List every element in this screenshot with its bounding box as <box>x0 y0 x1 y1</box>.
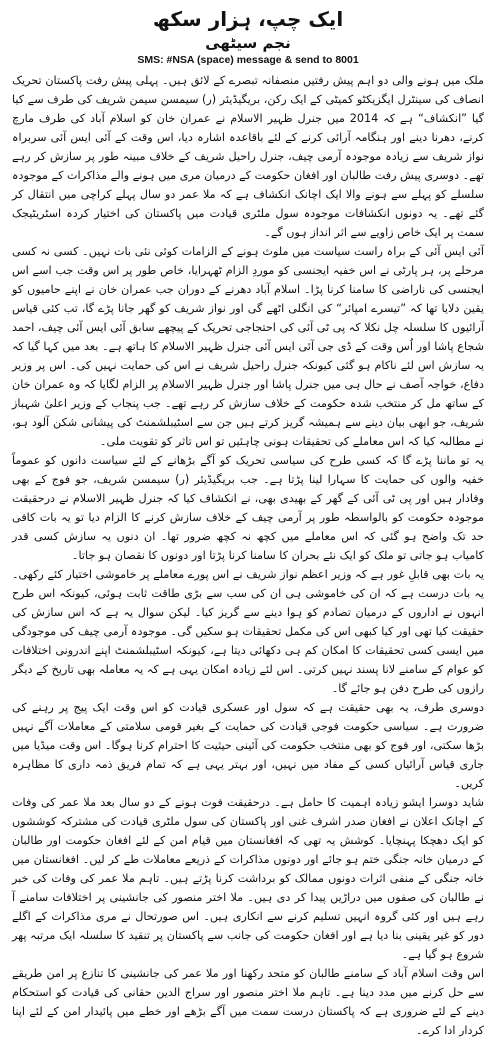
paragraph: یہ بات بھی قابلِ غور ہے کہ وزیر اعظم نواز شریف نے اس پورے معاملے پر خاموشی اختیار کئے رکھی۔ یہ بات درست ہے کہ ان کی خاموشی ہی ان کی سب سے بڑی طاقت ثابت ہوئی، کیونکہ اس طرح انہوں نے اداروں کے درمیان تصادم کو ہوا دینے سے گریز کیا۔ لیکن سوال یہ ہے کہ اس سازش کی حقیقت کیا تھی اور کیا کبھی اس کی مکمل تحقیقات ہو سکیں گی۔ موجودہ آرمی چیف کی موجودگی میں ایسی کسی تحقیقات کا امکان کم ہی دکھائی دیتا ہے، کیونکہ اسٹیبلشمنٹ اپنے اندرونی اختلافات کو عوام کے سامنے لانا پسند نہیں کرتی۔ اس لئے زیادہ امکان یہی ہے کہ یہ معاملہ بھی تاریخ کے دیگر رازوں کی طرح دفن ہو جائے گا۔ <box>12 568 484 695</box>
author-byline: نجم سیٹھی <box>205 34 291 52</box>
paragraph: ملک میں ہونے والی دو اہم پیش رفتیں منصفانہ تبصرے کے لائق ہیں۔ پہلی پیش رفت پاکستان تحریک انصاف کی سینٹرل ایگزیکٹو کمیٹی کے ایک رکن، بریگیڈیئر (ر) سیمسن سیمن شریف کی طرف سے کیا گیا ”انکشاف“ ہے کہ 2014 میں جنرل ظہیر الاسلام نے عمران خان کو اسلام آباد کی طرف مارچ کرنے، دھرنا دینے اور ہنگامہ آرائی کرنے کے لئے باقاعدہ اشارہ دیا، اس وقت کے آئی ایس آئی سربراہ نواز شریف سے زیادہ موجودہ آرمی چیف، جنرل راحیل شریف کے خلاف مبینہ طور پر سازش کر رہے تھے۔ دوسری پیش رفت طالبان اور افغان حکومت کے درمیان مری میں ہونے والے مذاکرات کے موجودہ سلسلے کو پہلے سے ہونے والا ایک اچانک انکشاف ہے کہ ملا عمر دو سال پہلے کراچی میں انتقال کر گئے تھے۔ یہ دونوں انکشافات موجودہ سول ملٹری قیادت میں پاکستان کی اختیار کردہ اسٹریٹیجک سمت پر ایک خاص زاویے سے اثر انداز ہوں گے۔ <box>12 74 485 239</box>
paragraph: آئی ایس آئی کے براہ راست سیاست میں ملوث ہونے کے الزامات کوئی نئی بات نہیں۔ کسی نہ کسی مرحلے پر، ہر پارٹی نے اس خفیہ ایجنسی کو موردِ الزام ٹھہرایا، خاص طور پر اس وقت جب اسے اس ایجنسی کی ناراضی کا سامنا کرنا پڑا۔ اسلام آباد دھرنے کے دوران جب عمران خان نے اپنے حامیوں کو یقین دلایا تھا کہ ”تیسرے امپائر“ کی انگلی اٹھے گی اور نواز شریف کو گھر جانا پڑے گا، تب کئی قیاس آرائیوں کا سلسلہ چل نکلا کہ پی ٹی آئی کی احتجاجی تحریک کے پیچھے سابق آئی ایس آئی چیف، احمد شجاع پاشا اور اُس وقت کے ڈی جی آئی ایس آئی جنرل ظہیر الاسلام کا ہاتھ ہے۔ بعد میں کہا گیا کہ یہ سازش اس لئے ناکام ہو گئی کیونکہ جنرل راحیل شریف نے اس کی حمایت نہیں کی۔ اس پر وزیر دفاع، خواجہ آصف نے حال ہی میں جنرل پاشا اور جنرل ظہیر الاسلام پر الزام لگایا کہ وہ عمران خان کے ساتھ مل کر منتخب شدہ حکومت کے خلاف سازش کر رہے تھے۔ جب پنجاب کے وزیر اعلیٰ شہباز شریف، جو ابھی بیان دینے سے ہمیشہ گریز کرتے ہیں جن سے اسٹیبلشمنٹ کی پیشانی شکن آلود ہو، نے مطالبہ کیا کہ اس معاملے کی تحقیقات ہونی چاہئیں تو اس تاثر کو تقویت ملی۔ <box>12 245 484 448</box>
sms-notice: SMS: #NSA (space) message & send to 8001 <box>137 54 359 66</box>
paragraph: اس وقت اسلام آباد کے سامنے طالبان کو متحد رکھنا اور ملا عمر کی جانشینی کا تنازع پر امن طریقے سے حل کرنے میں مدد دینا ہے۔ تاہم ملا اختر منصور اور سراج الدین حقانی کی قیادت کو استحکام دینے کے لئے ضروری ہے کہ پاکستان درست سمت میں آگے بڑھے اور خطے میں پائیدار امن کے لئے اپنا کردار ادا کرے۔ <box>12 967 484 1037</box>
paragraph: شاید دوسرا ایشو زیادہ اہمیت کا حامل ہے۔ درحقیقت فوت ہونے کے دو سال بعد ملا عمر کی وفات کے اچانک اعلان نے افغان صدر اشرف غنی اور پاکستان کی سول ملٹری قیادت کی مشترکہ کوششوں کو ایک دھچکا پہنچایا۔ کوشش یہ تھی کہ افغانستان میں قیام امن کے لئے افغان حکومت اور طالبان کے درمیان خانہ جنگی ختم ہو جائے اور دونوں مذاکرات کے ذریعے معاملات طے کر لیں۔ افغانستان میں خانہ جنگی کے منفی اثرات دونوں ممالک کو برداشت کرنا پڑتے ہیں۔ تاہم ملا عمر کی وفات کی خبر نے طالبان کی صفوں میں دراڑیں پیدا کر دی ہیں۔ ملا اختر منصور کی جانشینی پر اختلافات سامنے آ رہے ہیں اور کئی گروہ انہیں تسلیم کرنے سے انکاری ہیں۔ اس صورتحال نے مری مذاکرات کے اگلے دور کو غیر یقینی بنا دیا ہے اور افغان حکومت کی جانب سے پاکستان پر تنقید کا سلسلہ ایک مرتبہ پھر شروع ہو گیا ہے۔ <box>12 796 484 961</box>
article-title: ایک چپ، ہزار سکھ <box>152 7 344 31</box>
paragraph: دوسری طرف، یہ بھی حقیقت ہے کہ سول اور عسکری قیادت کو اس وقت ایک پیج پر رہنے کی ضرورت ہے۔ سیاسی حکومت فوجی قیادت کی حمایت کے بغیر قومی سلامتی کے معاملات آگے نہیں بڑھا سکتی، اور فوج کو بھی منتخب حکومت کی آئینی حیثیت کا احترام کرنا ہوگا۔ اس وقت میڈیا میں جاری قیاس آرائیاں کسی کے مفاد میں نہیں، اور بہتر یہی ہے کہ تمام فریق ذمہ داری کا مظاہرہ کریں۔ <box>12 701 484 790</box>
article-body <box>12 71 485 1037</box>
paragraph: یہ تو ماننا پڑے گا کہ کسی طرح کی سیاسی تحریک کو آگے بڑھانے کے لئے سیاست دانوں کو عموماً خفیہ والوں کی حمایت کا سہارا لینا پڑتا ہے۔ جب بریگیڈیئر (ر) سیمسن شریف، جو فوج کے بھی وفادار ہیں اور پی ٹی آئی کے گھر کے بھیدی بھی، نے انکشاف کیا کہ جنرل ظہیر الاسلام نے درحقیقت موجودہ حکومت کو بالواسطہ طور پر آرمی چیف کے خلاف سازش کرنے کا الزام دیا تو یہ بات کافی حد تک واضح ہو گئی کہ اس معاملے میں کچھ نہ کچھ ضرور تھا۔ ان دنوں یہ سازش کسی قدر کامیاب ہو جاتی تو ملک کو ایک نئے بحران کا سامنا کرنا پڑتا اور دونوں کا نقصان ہو جاتا۔ <box>12 454 484 562</box>
